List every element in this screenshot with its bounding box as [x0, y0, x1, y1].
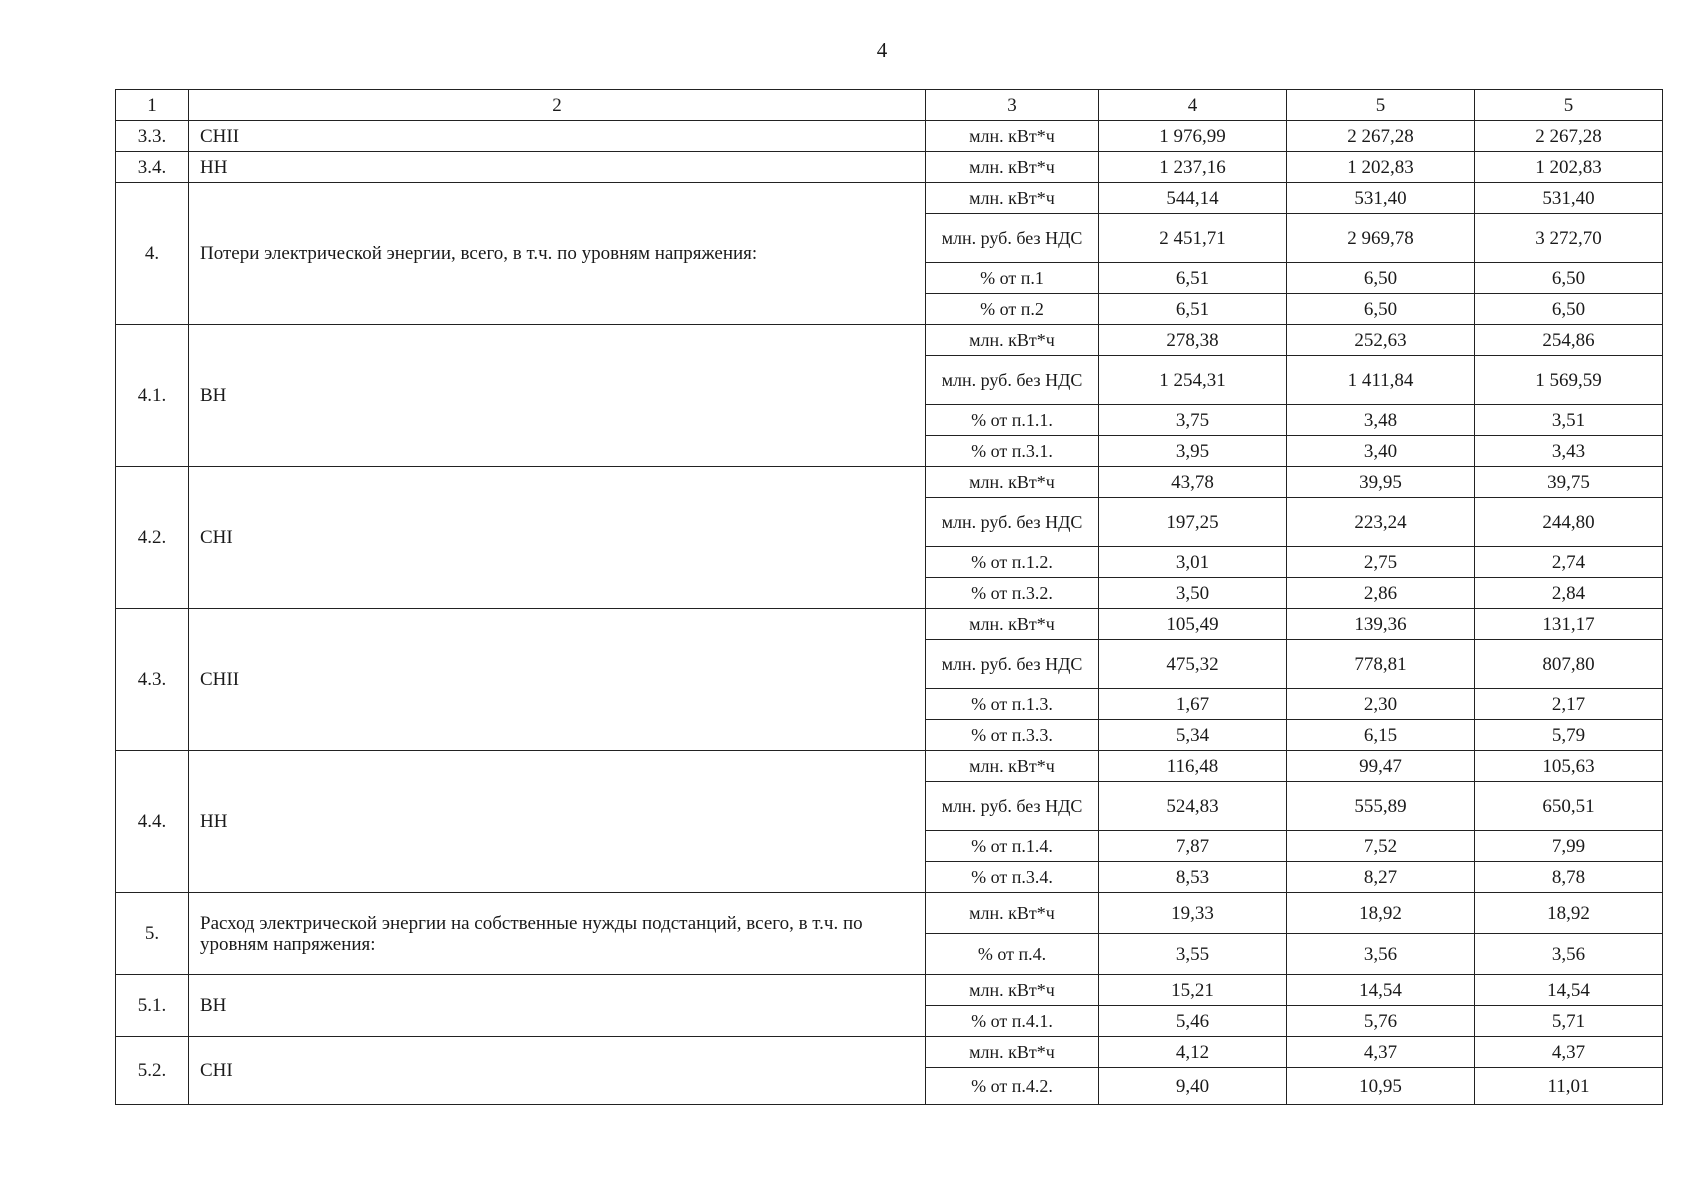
row-number: 4.4. — [116, 751, 189, 893]
value-cell: 5,79 — [1475, 720, 1663, 751]
value-cell: 3,48 — [1287, 405, 1475, 436]
row-number: 3.4. — [116, 152, 189, 183]
row-name: НН — [189, 751, 926, 893]
value-cell: 6,50 — [1287, 263, 1475, 294]
value-cell: 2,17 — [1475, 689, 1663, 720]
row-number: 5. — [116, 893, 189, 975]
value-cell: 18,92 — [1287, 893, 1475, 934]
value-cell: 7,52 — [1287, 831, 1475, 862]
unit-cell: % от п.3.4. — [926, 862, 1099, 893]
unit-cell: % от п.1.3. — [926, 689, 1099, 720]
value-cell: 778,81 — [1287, 640, 1475, 689]
table-row — [116, 751, 1663, 782]
value-cell: 39,75 — [1475, 467, 1663, 498]
value-cell: 11,01 — [1475, 1068, 1663, 1105]
value-cell: 6,15 — [1287, 720, 1475, 751]
header-cell: 1 — [116, 90, 189, 121]
row-number: 3.3. — [116, 121, 189, 152]
value-cell: 544,14 — [1099, 183, 1287, 214]
value-cell: 2,84 — [1475, 578, 1663, 609]
value-cell: 6,50 — [1475, 294, 1663, 325]
value-cell: 2 267,28 — [1287, 121, 1475, 152]
value-cell: 252,63 — [1287, 325, 1475, 356]
unit-cell: млн. кВт*ч — [926, 751, 1099, 782]
unit-cell: млн. кВт*ч — [926, 1037, 1099, 1068]
value-cell: 1,67 — [1099, 689, 1287, 720]
value-cell: 555,89 — [1287, 782, 1475, 831]
value-cell: 2,74 — [1475, 547, 1663, 578]
value-cell: 1 976,99 — [1099, 121, 1287, 152]
unit-cell: % от п.2 — [926, 294, 1099, 325]
value-cell: 1 411,84 — [1287, 356, 1475, 405]
value-cell: 6,50 — [1475, 263, 1663, 294]
value-cell: 4,12 — [1099, 1037, 1287, 1068]
value-cell: 14,54 — [1287, 975, 1475, 1006]
unit-cell: млн. кВт*ч — [926, 152, 1099, 183]
value-cell: 105,63 — [1475, 751, 1663, 782]
value-cell: 6,51 — [1099, 263, 1287, 294]
unit-cell: млн. кВт*ч — [926, 975, 1099, 1006]
unit-cell: % от п.4.1. — [926, 1006, 1099, 1037]
value-cell: 43,78 — [1099, 467, 1287, 498]
header-row — [116, 90, 1663, 121]
row-number: 4.3. — [116, 609, 189, 751]
data-table — [115, 89, 1663, 1105]
unit-cell: млн. руб. без НДС — [926, 214, 1099, 263]
value-cell: 2,75 — [1287, 547, 1475, 578]
value-cell: 524,83 — [1099, 782, 1287, 831]
value-cell: 531,40 — [1475, 183, 1663, 214]
value-cell: 6,50 — [1287, 294, 1475, 325]
unit-cell: млн. руб. без НДС — [926, 498, 1099, 547]
unit-cell: млн. кВт*ч — [926, 467, 1099, 498]
value-cell: 650,51 — [1475, 782, 1663, 831]
row-number: 5.2. — [116, 1037, 189, 1105]
row-name: СНII — [189, 609, 926, 751]
value-cell: 2 451,71 — [1099, 214, 1287, 263]
table-row — [116, 152, 1663, 183]
table-row — [116, 893, 1663, 934]
unit-cell: % от п.1.1. — [926, 405, 1099, 436]
row-name: НН — [189, 152, 926, 183]
value-cell: 139,36 — [1287, 609, 1475, 640]
value-cell: 278,38 — [1099, 325, 1287, 356]
value-cell: 18,92 — [1475, 893, 1663, 934]
unit-cell: млн. кВт*ч — [926, 893, 1099, 934]
value-cell: 2 267,28 — [1475, 121, 1663, 152]
unit-cell: млн. кВт*ч — [926, 183, 1099, 214]
value-cell: 3,43 — [1475, 436, 1663, 467]
unit-cell: млн. кВт*ч — [926, 121, 1099, 152]
unit-cell: % от п.3.2. — [926, 578, 1099, 609]
value-cell: 19,33 — [1099, 893, 1287, 934]
value-cell: 9,40 — [1099, 1068, 1287, 1105]
unit-cell: % от п.1.2. — [926, 547, 1099, 578]
value-cell: 5,71 — [1475, 1006, 1663, 1037]
value-cell: 1 569,59 — [1475, 356, 1663, 405]
value-cell: 475,32 — [1099, 640, 1287, 689]
unit-cell: млн. руб. без НДС — [926, 640, 1099, 689]
value-cell: 197,25 — [1099, 498, 1287, 547]
value-cell: 1 202,83 — [1287, 152, 1475, 183]
row-name: ВН — [189, 975, 926, 1037]
value-cell: 8,53 — [1099, 862, 1287, 893]
value-cell: 1 237,16 — [1099, 152, 1287, 183]
unit-cell: % от п.1 — [926, 263, 1099, 294]
unit-cell: млн. кВт*ч — [926, 325, 1099, 356]
value-cell: 131,17 — [1475, 609, 1663, 640]
header-cell: 4 — [1099, 90, 1287, 121]
value-cell: 1 202,83 — [1475, 152, 1663, 183]
table-row — [116, 609, 1663, 640]
value-cell: 4,37 — [1475, 1037, 1663, 1068]
value-cell: 5,76 — [1287, 1006, 1475, 1037]
unit-cell: % от п.1.4. — [926, 831, 1099, 862]
row-number: 4.2. — [116, 467, 189, 609]
table-row — [116, 467, 1663, 498]
value-cell: 116,48 — [1099, 751, 1287, 782]
unit-cell: млн. руб. без НДС — [926, 782, 1099, 831]
value-cell: 1 254,31 — [1099, 356, 1287, 405]
value-cell: 3,75 — [1099, 405, 1287, 436]
value-cell: 15,21 — [1099, 975, 1287, 1006]
row-name: ВН — [189, 325, 926, 467]
value-cell: 3,55 — [1099, 934, 1287, 975]
unit-cell: % от п.3.3. — [926, 720, 1099, 751]
row-name: СНI — [189, 1037, 926, 1105]
header-cell: 2 — [189, 90, 926, 121]
value-cell: 3,50 — [1099, 578, 1287, 609]
row-number: 4.1. — [116, 325, 189, 467]
value-cell: 105,49 — [1099, 609, 1287, 640]
table-row — [116, 325, 1663, 356]
value-cell: 5,34 — [1099, 720, 1287, 751]
value-cell: 2,86 — [1287, 578, 1475, 609]
row-number: 5.1. — [116, 975, 189, 1037]
value-cell: 7,87 — [1099, 831, 1287, 862]
value-cell: 254,86 — [1475, 325, 1663, 356]
value-cell: 5,46 — [1099, 1006, 1287, 1037]
value-cell: 3 272,70 — [1475, 214, 1663, 263]
unit-cell: млн. руб. без НДС — [926, 356, 1099, 405]
value-cell: 244,80 — [1475, 498, 1663, 547]
value-cell: 8,27 — [1287, 862, 1475, 893]
row-number: 4. — [116, 183, 189, 325]
header-cell: 5 — [1287, 90, 1475, 121]
value-cell: 3,40 — [1287, 436, 1475, 467]
value-cell: 531,40 — [1287, 183, 1475, 214]
value-cell: 2 969,78 — [1287, 214, 1475, 263]
value-cell: 14,54 — [1475, 975, 1663, 1006]
table-row — [116, 183, 1663, 214]
table-row — [116, 975, 1663, 1006]
row-name: Расход электрической энергии на собственные нужды подстанций, всего, в т.ч. по уровням напряжения: — [189, 893, 926, 975]
value-cell: 8,78 — [1475, 862, 1663, 893]
unit-cell: млн. кВт*ч — [926, 609, 1099, 640]
unit-cell: % от п.4. — [926, 934, 1099, 975]
header-cell: 5 — [1475, 90, 1663, 121]
value-cell: 223,24 — [1287, 498, 1475, 547]
row-name: СНII — [189, 121, 926, 152]
value-cell: 39,95 — [1287, 467, 1475, 498]
table-row — [116, 121, 1663, 152]
page-number: 4 — [876, 38, 888, 62]
value-cell: 10,95 — [1287, 1068, 1475, 1105]
unit-cell: % от п.4.2. — [926, 1068, 1099, 1105]
row-name: Потери электрической энергии, всего, в т.ч. по уровням напряжения: — [189, 183, 926, 325]
table-row — [116, 1037, 1663, 1068]
value-cell: 4,37 — [1287, 1037, 1475, 1068]
unit-cell: % от п.3.1. — [926, 436, 1099, 467]
value-cell: 7,99 — [1475, 831, 1663, 862]
row-name: СНI — [189, 467, 926, 609]
value-cell: 3,51 — [1475, 405, 1663, 436]
value-cell: 2,30 — [1287, 689, 1475, 720]
value-cell: 3,56 — [1475, 934, 1663, 975]
value-cell: 3,01 — [1099, 547, 1287, 578]
value-cell: 6,51 — [1099, 294, 1287, 325]
header-cell: 3 — [926, 90, 1099, 121]
value-cell: 3,56 — [1287, 934, 1475, 975]
value-cell: 3,95 — [1099, 436, 1287, 467]
value-cell: 807,80 — [1475, 640, 1663, 689]
value-cell: 99,47 — [1287, 751, 1475, 782]
